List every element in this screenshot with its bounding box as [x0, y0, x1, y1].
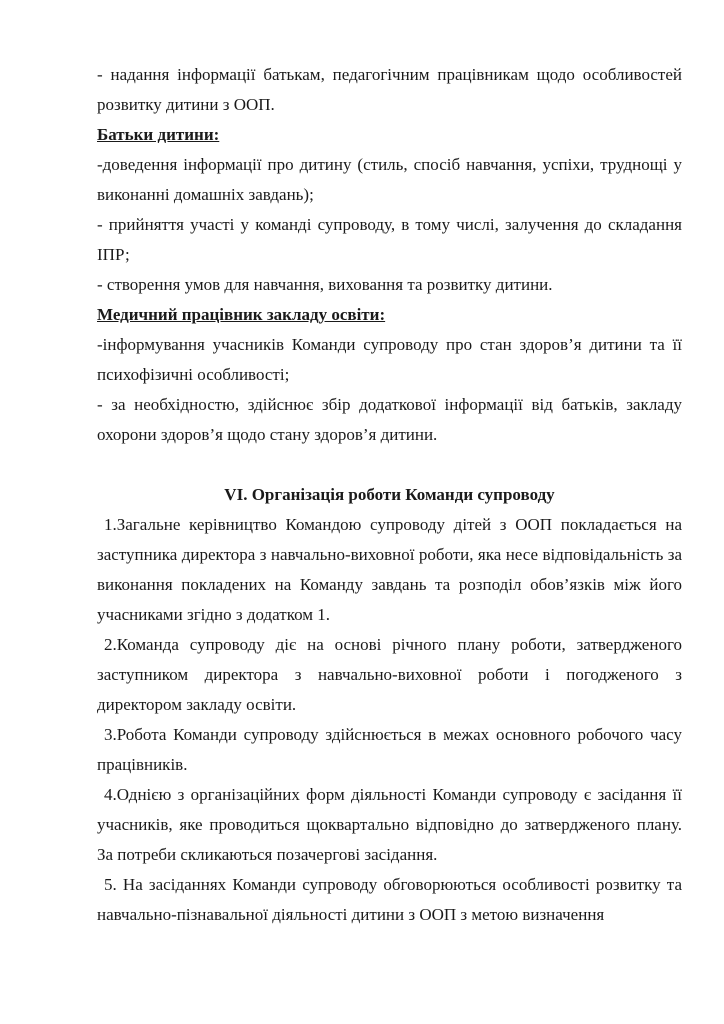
- dash-item: -інформування учасників Команди супроводу про стан здоров’я дитини та її психофізичні особливості;: [97, 335, 682, 384]
- numbered-item-2: 2.Команда супроводу діє на основі річного плану роботи, затвердженого заступником директора з навчально-виховної роботи і погодженого з директором закладу освіти.: [97, 635, 682, 714]
- numbered-item-3: 3.Робота Команди супроводу здійснюється в межах основного робочого часу працівників.: [97, 725, 682, 774]
- dash-item: - за необхідностю, здійснює збір додаткової інформації від батьків, закладу охорони здоров’я щодо стану здоров’я дитини.: [97, 395, 682, 444]
- dash-item: -доведення інформації про дитину (стиль, спосіб навчання, успіхи, труднощі у виконанні домашніх завдань);: [97, 155, 682, 204]
- numbered-item-4: 4.Однією з організаційних форм діяльності Команди супроводу є засідання її учасників, яке проводиться щоквартально відповідно до затвердженого плану. За потреби скликаються позачергові засідання.: [97, 785, 682, 864]
- numbered-item-1: 1.Загальне керівництво Командою супроводу дітей з ООП покладається на заступника директора з навчально-виховної роботи, яка несе відповідальність за виконання покладених на Команду завдань та розподіл обов’язків між його учасниками згідно з додатком 1.: [97, 515, 682, 624]
- dash-item: - створення умов для навчання, виховання та розвитку дитини.: [97, 275, 553, 294]
- dash-item-lead: - надання інформації батькам, педагогічним працівникам щодо особливостей розвитку дитини з ООП.: [97, 65, 682, 114]
- subheading-parents: Батьки дитини:: [97, 125, 220, 144]
- subheading-medical-worker: Медичний працівник закладу освіти:: [97, 305, 386, 324]
- numbered-item-5: 5. На засіданнях Команди супроводу обговорюються особливості розвитку та навчально-пізнавальної діяльності дитини з ООП з метою визначення: [97, 875, 682, 924]
- section-title: VI. Організація роботи Команди супроводу: [224, 485, 555, 504]
- dash-item: - прийняття участі у команді супроводу, в тому числі, залучення до складання ІПР;: [97, 215, 682, 264]
- blank-line: [97, 450, 682, 480]
